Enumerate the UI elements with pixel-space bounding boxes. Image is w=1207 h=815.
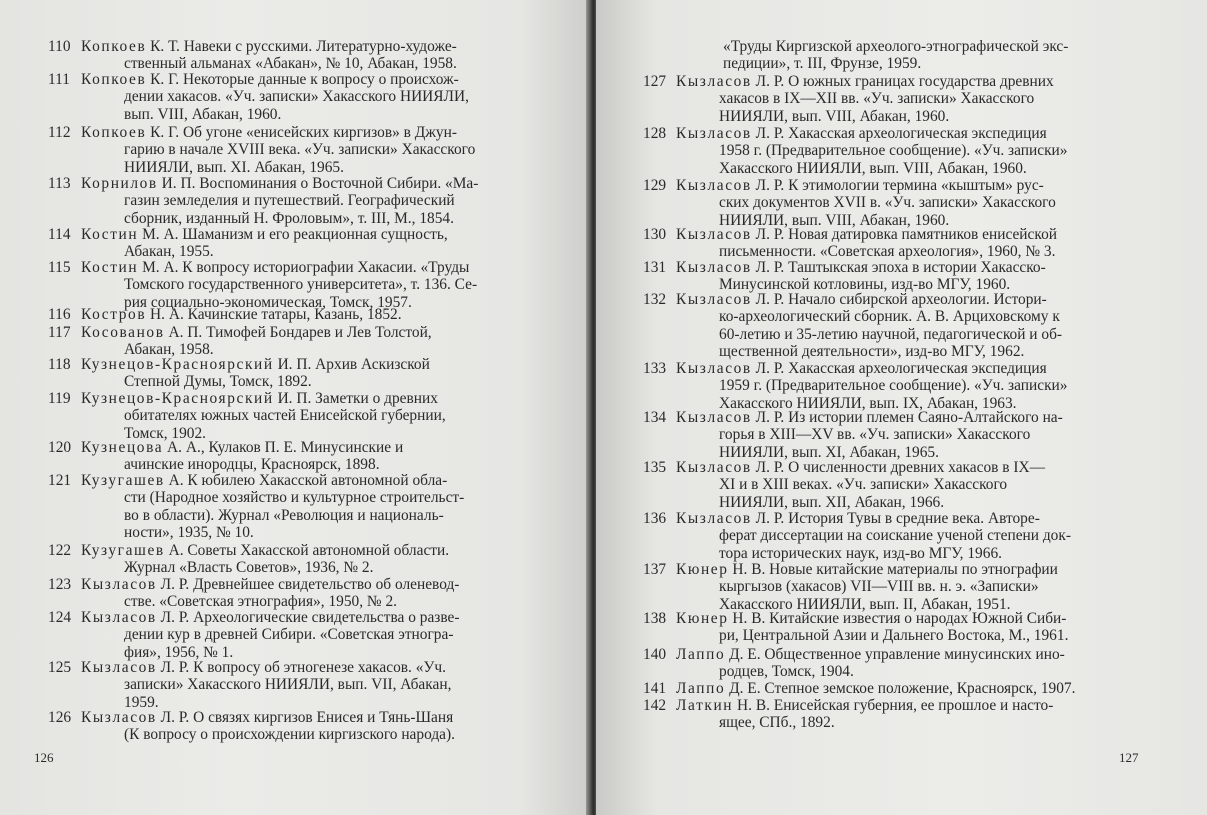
- entry-line: Хакасского НИИЯЛИ, вып. IX, Абакан, 1963.: [719, 394, 1017, 412]
- entry-text: Н. В. Новые китайские материалы по этнографии: [732, 561, 1058, 578]
- entry-author: Кузнецова: [81, 439, 164, 456]
- bibliography-entry: [643, 360, 1139, 412]
- entry-first-line: [643, 459, 1139, 476]
- entry-line: «Труды Киргизской археолого-этнографической экс-: [723, 38, 1069, 55]
- entry-author: Корнилов: [81, 175, 158, 192]
- entry-line: НИИЯЛИ, вып. VIII, Абакан, 1960.: [719, 211, 950, 229]
- entry-first-line: [48, 576, 548, 593]
- entry-line: НИИЯЛИ, вып. VIII, Абакан, 1960.: [719, 107, 950, 125]
- entry-text: Л. Р. Археологические свидетельства о разве-: [160, 609, 460, 626]
- entry-number: 114: [48, 226, 71, 243]
- right-page: [596, 0, 1207, 815]
- entry-author: Кызласов: [81, 576, 157, 593]
- entry-author: Кызласов: [676, 125, 752, 142]
- entry-line: во в области). Журнал «Революция и националь-: [124, 506, 444, 524]
- entry-author: Лаппо: [676, 680, 726, 697]
- entry-first-line: [643, 226, 1139, 243]
- entry-number: 126: [48, 709, 72, 726]
- entry-first-line: [48, 324, 548, 341]
- entry-author: Кузугашев: [81, 542, 165, 559]
- entry-author: Кызласов: [676, 259, 752, 276]
- entry-text: А. Советы Хакасской автономной области.: [168, 542, 450, 559]
- entry-first-line: [48, 709, 548, 726]
- entry-text: Л. Р. Древнейшее свидетельство об оленевод-: [160, 576, 460, 593]
- entry-text: И. П. Воспоминания о Восточной Сибири. «Ма-: [161, 175, 479, 192]
- entry-author: Кюнер: [676, 561, 729, 578]
- entry-number: 137: [643, 561, 667, 578]
- bibliography-entry: [48, 659, 548, 711]
- entry-first-line: [48, 259, 548, 276]
- entry-line: сти (Народное хозяйство и культурное строительст-: [124, 489, 465, 507]
- entry-continuation: [723, 38, 1139, 73]
- entry-line: Абакан, 1955.: [124, 243, 214, 261]
- entry-first-line: [643, 646, 1139, 663]
- entry-line: Абакан, 1958.: [124, 341, 214, 359]
- entry-line: ко-археологический сборник. А. В. Арциховскому к: [719, 308, 1060, 326]
- entry-first-line: [48, 439, 548, 456]
- entry-line: ности», 1935, № 10.: [124, 523, 254, 541]
- entry-line: гарию в начале XVIII века. «Уч. записки» Хакасского: [124, 141, 476, 159]
- entry-number: 130: [643, 226, 667, 243]
- entry-line: ри, Центральной Азии и Дальнего Востока, М., 1961.: [719, 627, 1069, 645]
- bibliography-entry: [643, 561, 1139, 613]
- entry-number: 140: [643, 646, 667, 663]
- entry-text: Л. Р. Новая датировка памятников енисейской: [755, 226, 1057, 243]
- entry-line: тора исторических наук, изд-во МГУ, 1966.: [719, 544, 1002, 562]
- entry-line: XI и в XIII веках. «Уч. записки» Хакасского: [719, 476, 1008, 494]
- entry-number: 142: [643, 697, 667, 714]
- bibliography-entry: [643, 177, 1139, 229]
- bibliography-entry: [48, 542, 548, 577]
- bibliography-entry: [48, 226, 548, 261]
- entry-first-line: [643, 610, 1139, 627]
- entry-line: родцев, Томск, 1904.: [719, 663, 854, 681]
- entry-author: Кузнецов-Красноярский: [81, 356, 274, 373]
- entry-number: 113: [48, 175, 71, 192]
- bibliography-entry: [48, 472, 548, 541]
- entry-line: горья в XIII—XV вв. «Уч. записки» Хакасского: [719, 426, 1031, 444]
- bibliography-entry: [643, 73, 1139, 125]
- entry-line: щественной деятельности», изд-во МГУ, 1962.: [719, 342, 1025, 360]
- bibliography-entry: [48, 259, 548, 311]
- entry-number: 134: [643, 409, 667, 426]
- entry-number: 125: [48, 659, 72, 676]
- entry-text: А. П. Тимофей Бондарев и Лев Толстой,: [168, 324, 432, 341]
- entry-text: Л. Р. О южных границах государства древних: [755, 73, 1054, 90]
- entry-number: 136: [643, 510, 667, 527]
- entry-number: 138: [643, 610, 667, 627]
- entry-number: 127: [643, 73, 667, 90]
- entry-text: М. А. К вопросу историографии Хакасии. «Труды: [142, 259, 470, 276]
- entry-first-line: [643, 360, 1139, 377]
- entry-line: газин земледелия и путешествий. Географический: [124, 192, 455, 210]
- entry-number: 117: [48, 324, 71, 341]
- entry-first-line: [643, 697, 1139, 714]
- entry-number: 129: [643, 177, 667, 194]
- entry-author: Кызласов: [676, 226, 752, 243]
- entry-line: записки» Хакасского НИИЯЛИ, вып. VII, Абакан,: [124, 676, 452, 694]
- bibliography-entry: [48, 709, 548, 744]
- entry-first-line: [643, 291, 1139, 308]
- entry-line: Журнал «Власть Советов», 1936, № 2.: [124, 559, 374, 577]
- entry-number: 111: [48, 71, 70, 88]
- entry-line: Хакасского НИИЯЛИ, вып. II, Абакан, 1951.: [719, 595, 1011, 613]
- entry-first-line: [643, 510, 1139, 527]
- bibliography-entry: [643, 125, 1139, 177]
- entry-line: НИИЯЛИ, вып. XI. Абакан, 1965.: [124, 158, 344, 176]
- entry-author: Кызласов: [676, 177, 752, 194]
- entry-first-line: [48, 71, 548, 88]
- entry-text: Д. Е. Степное земское положение, Красноярск, 1907.: [729, 680, 1076, 697]
- entry-line: 1959 г. (Предварительное сообщение). «Уч. записки»: [719, 377, 1068, 395]
- entry-text: Л. Р. Хакасская археологическая экспедиция: [755, 360, 1047, 377]
- entry-first-line: [48, 390, 548, 407]
- entry-author: Костин: [81, 226, 139, 243]
- entry-line: дении кур в древней Сибири. «Советская этногра-: [124, 626, 454, 644]
- entry-number: 124: [48, 609, 72, 626]
- bibliography-entry: [48, 71, 548, 123]
- entry-text: И. П. Заметки о древних: [277, 390, 438, 407]
- bibliography-entry: [643, 291, 1139, 360]
- bibliography-entry: [643, 610, 1139, 645]
- entry-text: Н. А. Качинские татары, Казань, 1852.: [150, 306, 402, 323]
- bibliography-entry: [643, 680, 1139, 697]
- entry-line: НИИЯЛИ, вып. XI, Абакан, 1965.: [719, 443, 939, 461]
- entry-line: Степной Думы, Томск, 1892.: [124, 373, 312, 391]
- entry-first-line: [643, 561, 1139, 578]
- entry-line: (К вопросу о происхождении киргизского народа).: [124, 726, 455, 744]
- entry-line: ственный альманах «Абакан», № 10, Абакан, 1958.: [124, 55, 457, 73]
- entry-line: письменности. «Советская археология», 1960, № 3.: [719, 243, 1056, 261]
- entry-first-line: [643, 125, 1139, 142]
- entry-line: Томского государственного университета», т. 136. Се-: [124, 276, 478, 294]
- bibliography-entry: [48, 356, 548, 391]
- entry-text: Л. Р. К вопросу об этногенезе хакасов. «Уч.: [160, 659, 446, 676]
- entry-line: педиции», т. III, Фрунзе, 1959.: [723, 55, 922, 73]
- bibliography-entry: [48, 439, 548, 474]
- entry-author: Копкоев: [81, 38, 147, 55]
- entry-first-line: [643, 680, 1139, 697]
- bibliography-entry: [48, 38, 548, 73]
- entry-line: Минусинской котловины, изд-во МГУ, 1960.: [719, 276, 1011, 294]
- entry-line: сборник, изданный Н. Фроловым», т. III, М., 1854.: [124, 209, 454, 227]
- entry-number: 128: [643, 125, 667, 142]
- entry-author: Кузугашев: [81, 472, 165, 489]
- bibliography-entry: [48, 175, 548, 227]
- entry-number: 121: [48, 472, 72, 489]
- entry-text: Л. Р. Таштыкская эпоха в истории Хакасско-: [755, 259, 1046, 276]
- bibliography-entry: [48, 390, 548, 442]
- entry-author: Лаппо: [676, 646, 726, 663]
- bibliography-entry: [643, 226, 1139, 261]
- bibliography-entry: [643, 646, 1139, 681]
- entry-number: 131: [643, 259, 667, 276]
- entry-first-line: [48, 226, 548, 243]
- entry-number: 116: [48, 306, 71, 323]
- entry-author: Кызласов: [676, 459, 752, 476]
- bibliography-entry: [48, 609, 548, 661]
- bibliography-entry: [48, 306, 548, 323]
- entry-line: кыргызов (хакасов) VII—VIII вв. н. э. «Записки»: [719, 578, 1039, 596]
- page-number-right: 127: [1119, 750, 1139, 765]
- entry-author: Кызласов: [676, 409, 752, 426]
- entry-line: вып. VIII, Абакан, 1960.: [124, 105, 282, 123]
- bibliography-entry: [48, 124, 548, 176]
- entry-author: Костин: [81, 259, 139, 276]
- entry-author: Кызласов: [676, 73, 752, 90]
- entry-first-line: [48, 659, 548, 676]
- bibliography-entry: [643, 510, 1139, 562]
- entry-author: Копкоев: [81, 124, 147, 141]
- entry-number: 118: [48, 356, 71, 373]
- entry-line: 1959.: [124, 693, 159, 711]
- entry-text: Н. В. Енисейская губерния, ее прошлое и насто-: [737, 697, 1054, 714]
- bibliography-entry: [48, 324, 548, 359]
- entry-text: Л. Р. К этимологии термина «кыштым» рус-: [755, 177, 1044, 194]
- entry-text: А. К юбилею Хакасской автономной обла-: [168, 472, 448, 489]
- entry-author: Кызласов: [676, 291, 752, 308]
- bibliography-entry: [643, 459, 1139, 511]
- entry-first-line: [48, 38, 548, 55]
- entry-first-line: [48, 124, 548, 141]
- entry-first-line: [643, 177, 1139, 194]
- bibliography-entry: [643, 259, 1139, 294]
- entry-number: 141: [643, 680, 667, 697]
- entry-text: Л. Р. История Тувы в средние века. Автоpe-: [755, 510, 1040, 527]
- entry-first-line: [643, 73, 1139, 90]
- entry-number: 133: [643, 360, 667, 377]
- entry-author: Кызласов: [81, 709, 157, 726]
- entry-text: Л. Р. О численности древних хакасов в IX—: [755, 459, 1046, 476]
- entry-text: Д. Е. Общественное управление минусинских ино-: [729, 646, 1065, 663]
- entry-author: Кызласов: [81, 659, 157, 676]
- entry-author: Кызласов: [81, 609, 157, 626]
- entry-line: НИИЯЛИ, вып. XII, Абакан, 1966.: [719, 493, 945, 511]
- entry-text: И. П. Архив Аскизской: [277, 356, 430, 373]
- left-page: [0, 0, 590, 815]
- entry-text: К. Г. Некоторые данные к вопросу о происхож-: [150, 71, 459, 88]
- entry-number: 110: [48, 38, 71, 55]
- bibliography-entry: [643, 409, 1139, 461]
- entry-number: 132: [643, 291, 667, 308]
- entry-line: Томск, 1902.: [124, 424, 207, 442]
- entry-number: 115: [48, 259, 71, 276]
- bibliography-entry: [643, 697, 1139, 732]
- entry-first-line: [48, 609, 548, 626]
- entry-text: Л. Р. О связях киргизов Енисея и Тянь-Шаня: [160, 709, 454, 726]
- entry-author: Кызласов: [676, 360, 752, 377]
- entry-number: 135: [643, 459, 667, 476]
- entry-line: ских документов XVII в. «Уч. записки» Хакасского: [719, 194, 1056, 212]
- entry-line: хакасов в IX—XII вв. «Уч. записки» Хакасского: [719, 90, 1035, 108]
- entry-line: ящее, СПб., 1892.: [719, 714, 835, 732]
- page-number-left: 126: [34, 750, 54, 765]
- entry-number: 123: [48, 576, 72, 593]
- entry-line: рия социально-экономическая, Томск, 1957.: [124, 293, 412, 311]
- entry-text: А. А., Кулаков П. Е. Минусинские и: [167, 439, 404, 456]
- entry-first-line: [48, 306, 548, 323]
- entry-author: Латкин: [676, 697, 734, 714]
- entry-line: 60-летию и 35-летию научной, педагогической и об-: [719, 325, 1063, 343]
- entry-line: Хакасского НИИЯЛИ, вып. VIII, Абакан, 1960.: [719, 159, 1027, 177]
- entry-author: Кюнер: [676, 610, 729, 627]
- entry-number: 120: [48, 439, 72, 456]
- entry-line: обитателях южных частей Енисейской губернии,: [124, 407, 446, 425]
- bibliography-entry: [48, 576, 548, 611]
- entry-line: ферат диссертации на соискание ученой степени док-: [719, 527, 1071, 545]
- entry-first-line: [48, 542, 548, 559]
- entry-line: 1958 г. (Предварительное сообщение). «Уч. записки»: [719, 142, 1068, 160]
- entry-line: ачинские инородцы, Красноярск, 1898.: [124, 456, 380, 474]
- entry-text: Н. В. Китайские известия о народах Южной Сиби-: [732, 610, 1067, 627]
- entry-line: стве. «Советская этнография», 1950, № 2.: [124, 593, 398, 611]
- entry-line: дении хакасов. «Уч. записки» Хакасского НИИЯЛИ,: [124, 88, 469, 106]
- entry-line: фия», 1956, № 1.: [124, 643, 234, 661]
- entry-number: 122: [48, 542, 72, 559]
- entry-text: Л. Р. Хакасская археологическая экспедиция: [755, 125, 1047, 142]
- entry-first-line: [48, 472, 548, 489]
- entry-first-line: [48, 175, 548, 192]
- entry-text: К. Г. Об угоне «енисейских киргизов» в Джун-: [150, 124, 457, 141]
- entry-author: Кузнецов-Красноярский: [81, 390, 274, 407]
- entry-first-line: [48, 356, 548, 373]
- entry-author: Косованов: [81, 324, 165, 341]
- entry-number: 119: [48, 390, 71, 407]
- entry-first-line: [643, 259, 1139, 276]
- entry-text: Л. Р. Из истории племен Саяно-Алтайского на-: [755, 409, 1063, 426]
- entry-text: Л. Р. Начало сибирской археологии. Истори-: [755, 291, 1047, 308]
- entry-text: К. Т. Навеки с русскими. Литературно-художе-: [150, 38, 457, 55]
- entry-author: Кызласов: [676, 510, 752, 527]
- entry-first-line: [643, 409, 1139, 426]
- entry-author: Костров: [81, 306, 147, 323]
- entry-author: Копкоев: [81, 71, 147, 88]
- entry-number: 112: [48, 124, 71, 141]
- entry-text: М. А. Шаманизм и его реакционная сущность,: [142, 226, 448, 243]
